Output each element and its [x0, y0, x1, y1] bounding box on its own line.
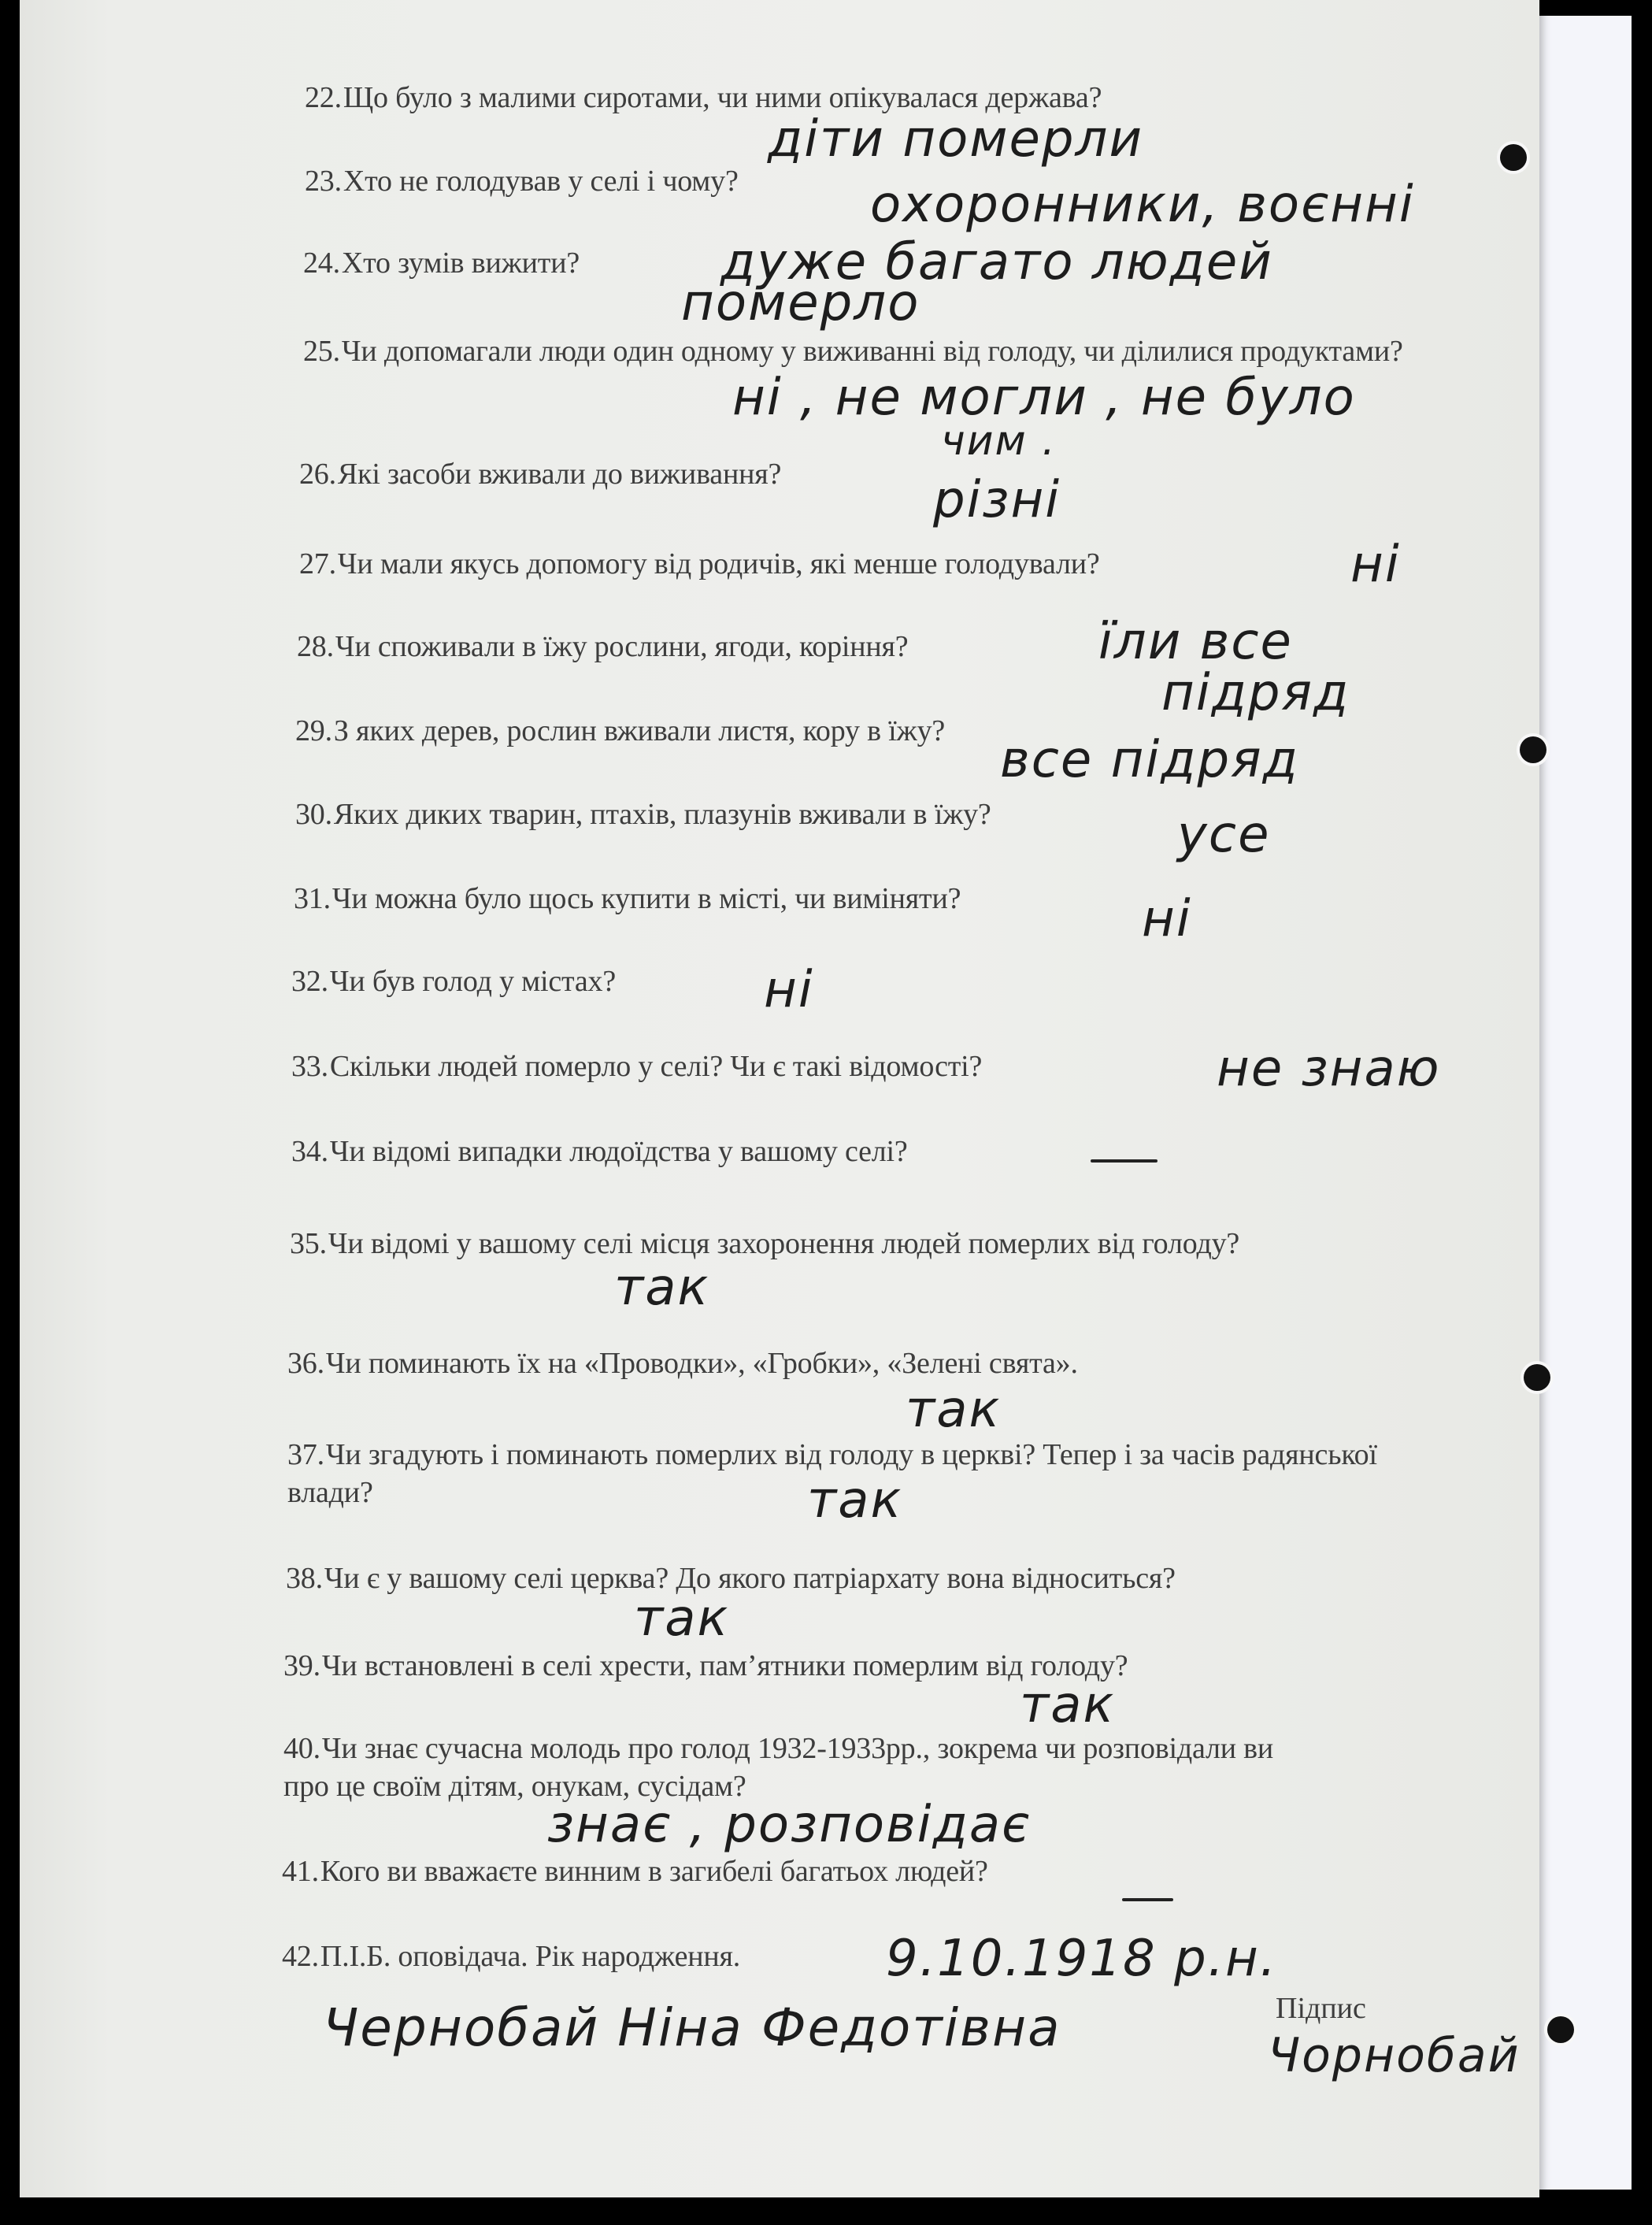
question-26: [299, 455, 1488, 493]
question-text: Чи встановлені в селі хрести, пам’ятники померлим від голоду?: [321, 1649, 1128, 1682]
answer-25-line1: ні , не могли , не було: [732, 369, 1356, 427]
question-text: Скільки людей померло у селі? Чи є такі відомості?: [329, 1050, 983, 1083]
punch-hole: [1520, 736, 1546, 763]
question-number: 31.: [294, 882, 331, 915]
signature: Чорнобай: [1268, 2028, 1521, 2083]
question-number: 40.: [283, 1732, 320, 1765]
question-35: [290, 1225, 1361, 1263]
answer-26: різні: [933, 471, 1061, 529]
question-number: 42.: [282, 1940, 319, 1973]
answer-22: діти померли: [768, 110, 1144, 169]
question-number: 28.: [297, 630, 334, 663]
question-number: 33.: [291, 1050, 328, 1083]
question-number: 22.: [305, 81, 342, 114]
answer-31: ні: [1142, 890, 1192, 948]
question-text: Чи знає сучасна молодь про голод 1932-1933рр., зокрема чи розповідали ви про це своїм дітям, онукам, сусідам?: [283, 1732, 1274, 1803]
question-number: 35.: [290, 1227, 327, 1260]
punch-hole: [1524, 1364, 1550, 1391]
answer-34-dash: [1091, 1159, 1158, 1163]
answer-35: так: [614, 1259, 710, 1317]
question-text: З яких дерев, рослин вживали листя, кору в їжу?: [333, 714, 946, 747]
questionnaire-page: [20, 0, 1539, 2197]
question-text: Які засоби вживали до виживання?: [337, 458, 782, 491]
question-text: Чи відомі випадки людоїдства у вашому селі?: [329, 1135, 908, 1168]
answer-37: так: [807, 1471, 903, 1530]
answer-27: ні: [1350, 536, 1401, 594]
question-28: [297, 628, 1486, 666]
question-32: [291, 962, 1480, 1000]
question-text: Хто зумів вижити?: [341, 247, 580, 280]
question-text: Чи мали якусь допомогу від родичів, які менше голодували?: [337, 547, 1100, 580]
answer-32: ні: [764, 961, 814, 1019]
question-number: 26.: [299, 458, 336, 491]
question-30: [295, 795, 1484, 833]
answer-38: так: [634, 1589, 730, 1648]
question-25: [303, 332, 1500, 370]
question-31: [294, 880, 1483, 918]
answer-23: охоронники, воєнні: [870, 176, 1415, 234]
question-text: Кого ви вважаєте винним в загибелі багатьох людей?: [320, 1855, 988, 1888]
answer-33: не знаю: [1217, 1040, 1441, 1098]
question-number: 29.: [295, 714, 332, 747]
answer-30: усе: [1177, 806, 1271, 864]
answer-36: так: [906, 1381, 1002, 1439]
answer-28-line1: їли все: [1098, 613, 1293, 671]
question-number: 37.: [287, 1438, 324, 1471]
punch-hole: [1500, 144, 1527, 171]
question-27: [299, 545, 1488, 583]
question-number: 36.: [287, 1347, 324, 1380]
answer-28-line2: підряд: [1161, 664, 1350, 722]
answer-25-line2: чим .: [941, 417, 1057, 465]
question-text: Чи є у вашому селі церква? До якого патріархату вона відноситься?: [324, 1562, 1176, 1595]
question-text: Чи поминають їх на «Проводки», «Гробки», «Зелені свята».: [325, 1347, 1078, 1380]
question-text: Чи згадують і поминають померлих від голоду в церкві? Тепер і за часів радянської влади?: [287, 1438, 1377, 1509]
answer-39: так: [1020, 1676, 1116, 1734]
question-34: [291, 1133, 1480, 1170]
question-42: [282, 1938, 1471, 1975]
question-36: [287, 1344, 1476, 1382]
question-text: Що було з малими сиротами, чи ними опікувалася держава?: [343, 81, 1102, 114]
question-number: 27.: [299, 547, 336, 580]
back-sheet: [1535, 16, 1632, 2190]
question-number: 25.: [303, 335, 340, 368]
question-number: 32.: [291, 965, 328, 998]
signature-label: Підпис: [1276, 1992, 1366, 2025]
question-number: 30.: [295, 798, 332, 831]
question-number: 34.: [291, 1135, 328, 1168]
question-40: [283, 1730, 1307, 1805]
answer-24-line2: померло: [681, 274, 920, 332]
answer-24-line1: дуже багато людей: [720, 233, 1273, 291]
question-number: 38.: [286, 1562, 323, 1595]
question-text: Чи можна було щось купити в місті, чи виміняти?: [332, 882, 961, 915]
question-number: 41.: [282, 1855, 319, 1888]
question-text: П.І.Б. оповідача. Рік народження.: [320, 1940, 741, 1973]
question-38: [286, 1559, 1475, 1597]
question-text: Чи допомагали люди один одному у виживанні від голоду, чи ділилися продуктами?: [341, 335, 1403, 368]
question-41: [282, 1852, 1471, 1890]
question-text: Хто не голодував у селі і чому?: [343, 165, 739, 198]
question-number: 24.: [303, 247, 340, 280]
question-number: 23.: [305, 165, 342, 198]
answer-40: знає , розповідає: [547, 1796, 1032, 1854]
question-text: Чи відомі у вашому селі місця захоронення людей померлих від голоду?: [328, 1227, 1240, 1260]
question-text: Яких диких тварин, птахів, плазунів вживали в їжу?: [333, 798, 991, 831]
question-text: Чи був голод у містах?: [329, 965, 616, 998]
question-number: 39.: [283, 1649, 320, 1682]
punch-hole: [1547, 2016, 1574, 2043]
answer-42-birth-date: 9.10.1918 р.н.: [886, 1930, 1278, 1988]
answer-41-dash: [1122, 1898, 1173, 1901]
narrator-name: Чернобай Ніна Федотівна: [323, 1997, 1061, 2058]
answer-29: все підряд: [1000, 731, 1299, 789]
question-39: [283, 1647, 1472, 1685]
question-text: Чи споживали в їжу рослини, ягоди, коріння?: [335, 630, 909, 663]
